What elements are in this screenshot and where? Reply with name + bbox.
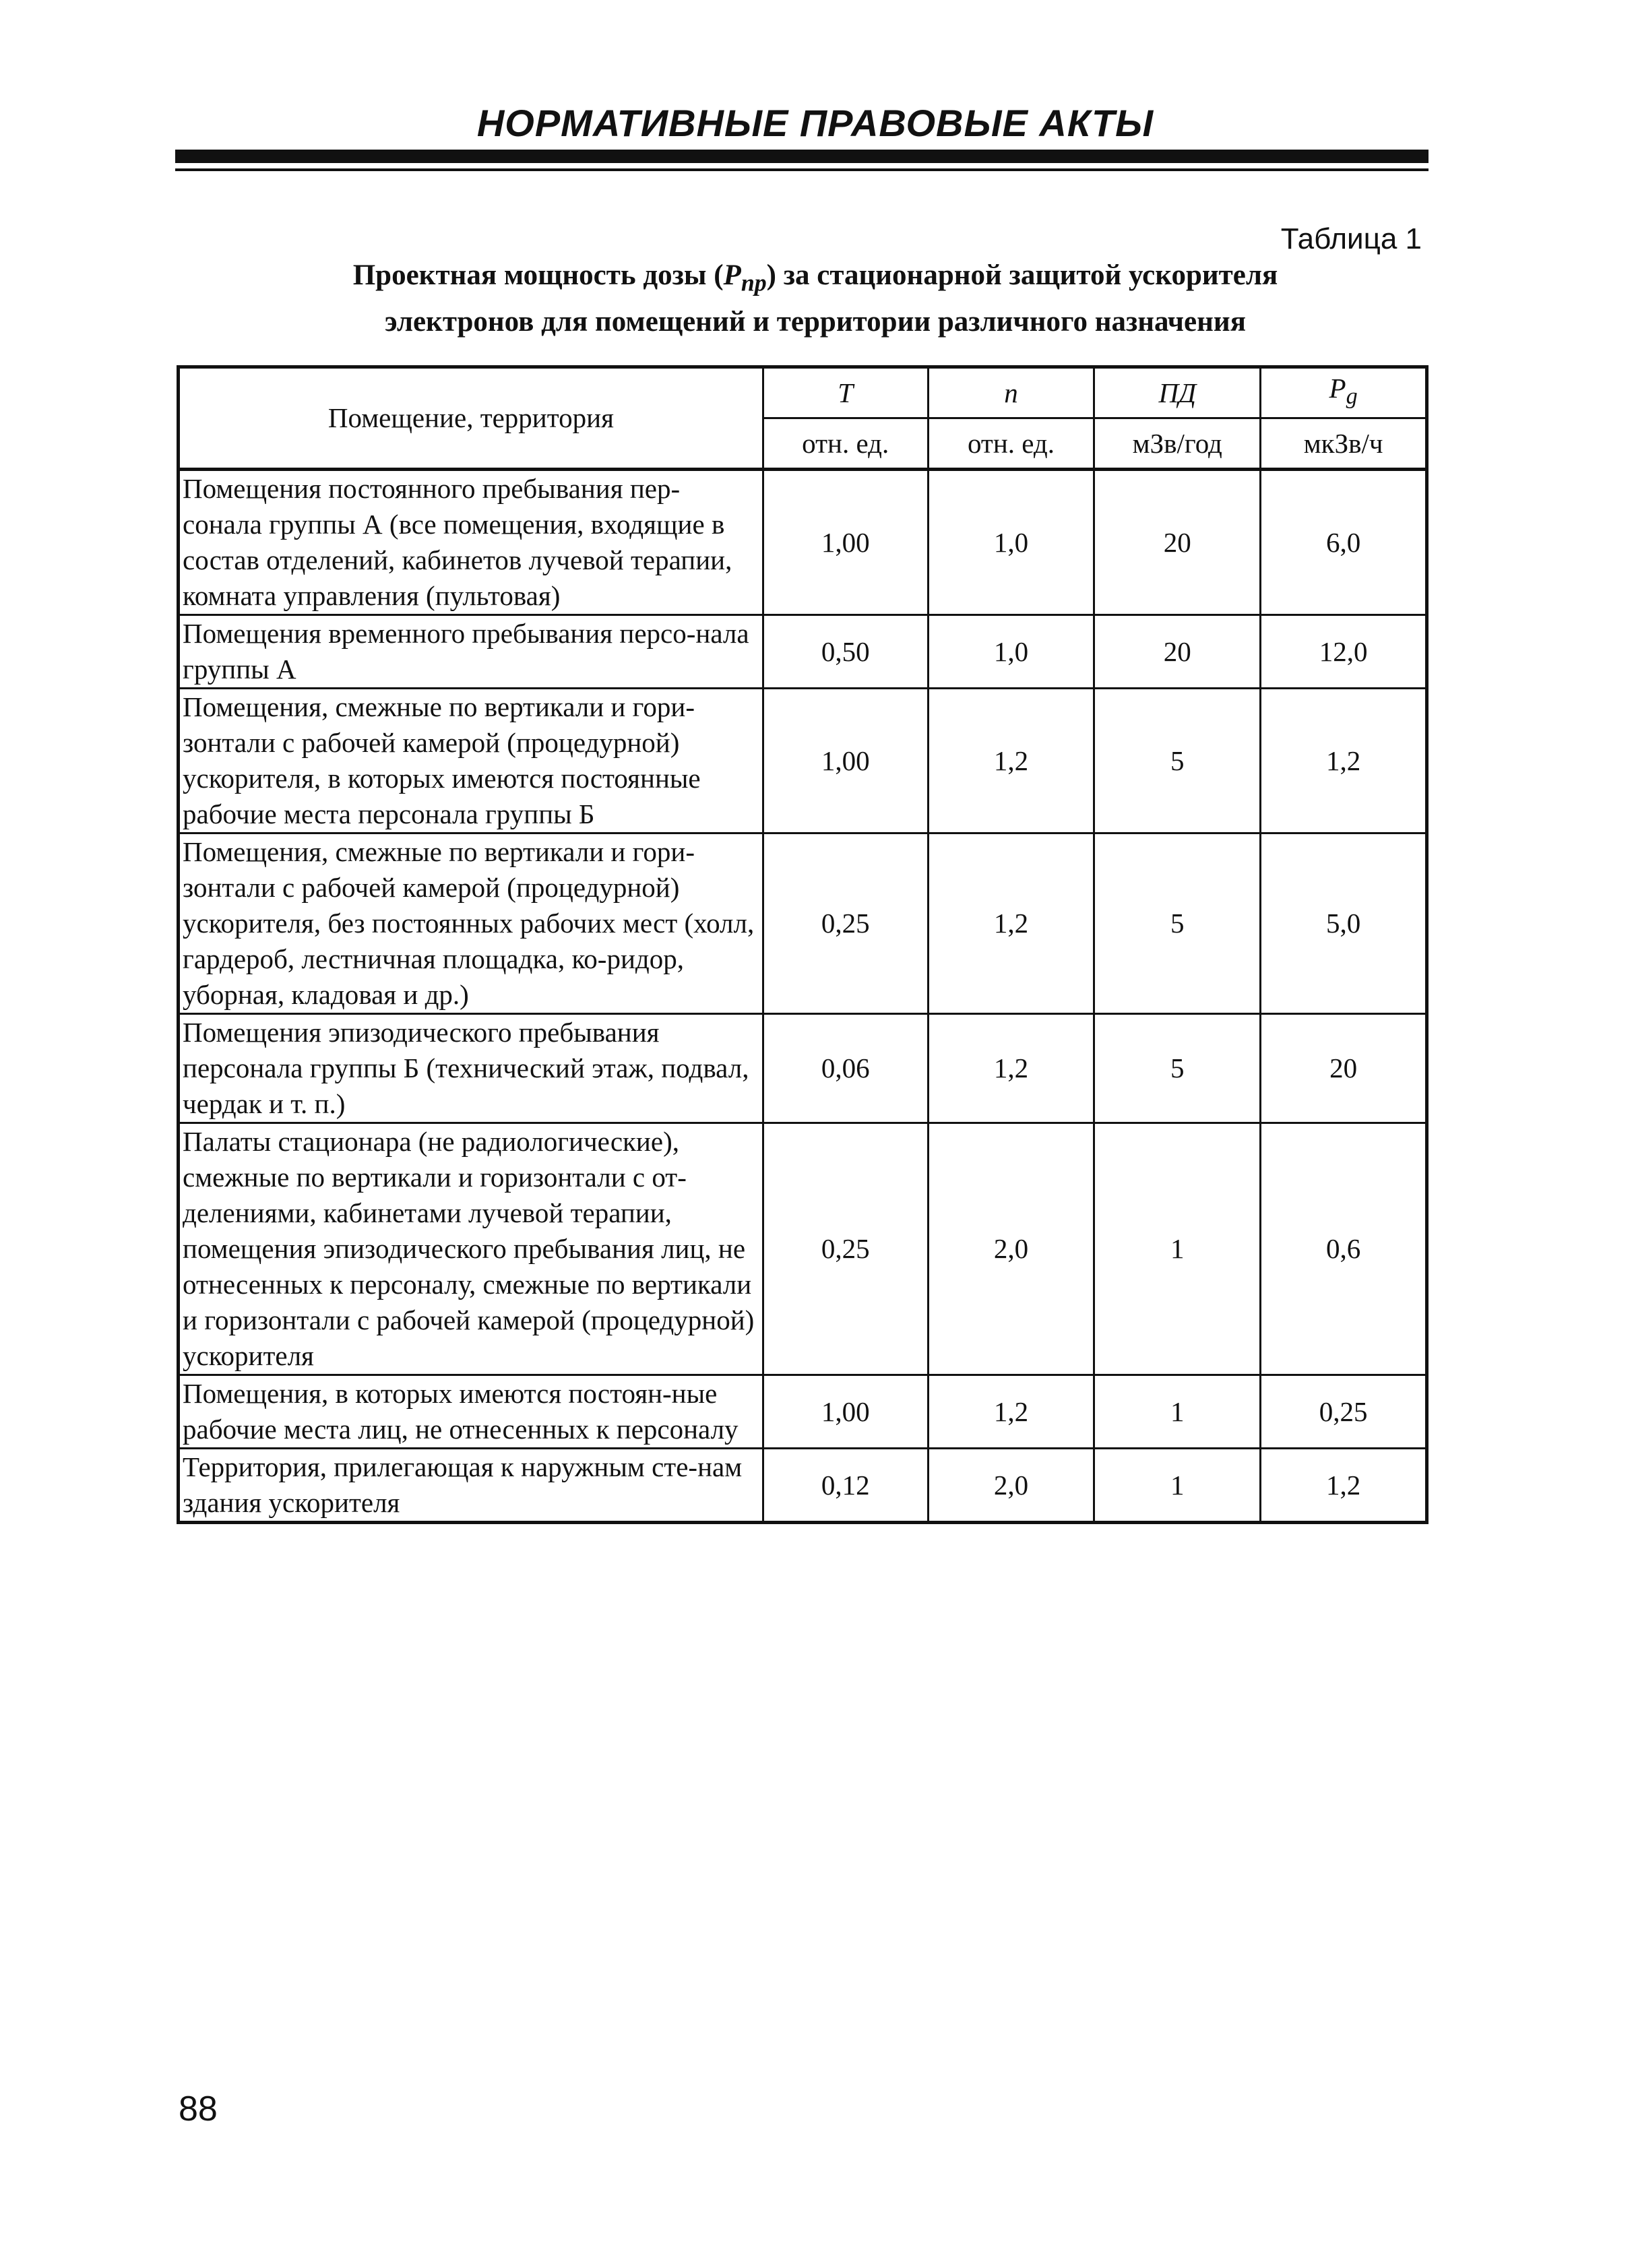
- column-header-n: n: [928, 367, 1094, 418]
- cell-T: 0,25: [763, 833, 928, 1014]
- table-row: [179, 1123, 1427, 1375]
- cell-Pg: 5,0: [1261, 833, 1427, 1014]
- caption-text-end: ) за стационарной защитой ускорителя: [766, 259, 1278, 291]
- cell-Pg: 0,25: [1261, 1375, 1427, 1449]
- unit-Pg: мкЗв/ч: [1261, 418, 1427, 470]
- row-description: Помещения временного пребывания персо-нала группы А: [179, 615, 763, 689]
- dose-rate-table: [177, 365, 1429, 1524]
- table-number: Таблица 1: [1280, 222, 1422, 255]
- cell-n: 1,0: [928, 615, 1094, 689]
- cell-T: 0,50: [763, 615, 928, 689]
- row-description: Помещения, в которых имеются постоян-ные рабочие места лиц, не отнесенных к персоналу: [179, 1375, 763, 1449]
- cell-Pg: 6,0: [1261, 470, 1427, 615]
- caption-symbol-main: P: [723, 259, 741, 291]
- cell-n: 1,2: [928, 689, 1094, 833]
- header-row-symbols: [179, 367, 1427, 418]
- column-header-room: Помещение, территория: [179, 367, 763, 470]
- column-header-Pg-main: P: [1329, 373, 1346, 404]
- unit-T: отн. ед.: [763, 418, 928, 470]
- cell-Pg: 1,2: [1261, 1449, 1427, 1523]
- cell-n: 1,2: [928, 1014, 1094, 1123]
- row-description: Помещения постоянного пребывания пер-сонала группы А (все помещения, входящие в состав отделений, кабинетов лучевой терапии, комната управления (пультовая): [179, 470, 763, 615]
- table-row: [179, 833, 1427, 1014]
- cell-n: 1,2: [928, 833, 1094, 1014]
- column-header-PD: ПД: [1094, 367, 1261, 418]
- table-row: [179, 1449, 1427, 1523]
- row-description: Помещения эпизодического пребывания персонала группы Б (технический этаж, подвал, чердак и т. п.): [179, 1014, 763, 1123]
- row-description: Помещения, смежные по вертикали и гори-зонтали с рабочей камерой (процедурной) ускорителя, в которых имеются постоянные рабочие места персонала группы Б: [179, 689, 763, 833]
- cell-T: 1,00: [763, 1375, 928, 1449]
- column-header-Pg: [1261, 367, 1427, 418]
- row-description: Помещения, смежные по вертикали и гори-зонтали с рабочей камерой (процедурной) ускорителя, без постоянных рабочих мест (холл, гардероб, лестничная площадка, ко-ридор, уборная, кладовая и др.): [179, 833, 763, 1014]
- cell-Pg: 1,2: [1261, 689, 1427, 833]
- cell-n: 2,0: [928, 1123, 1094, 1375]
- caption-symbol: [723, 259, 767, 296]
- cell-T: 0,06: [763, 1014, 928, 1123]
- cell-PD: 5: [1094, 1014, 1261, 1123]
- table-row: [179, 689, 1427, 833]
- header-rule-thin: [175, 168, 1429, 171]
- row-description: Территория, прилегающая к наружным сте-нам здания ускорителя: [179, 1449, 763, 1523]
- table-caption: [202, 256, 1429, 342]
- cell-PD: 1: [1094, 1449, 1261, 1523]
- row-description: Палаты стационара (не радиологические), смежные по вертикали и горизонтали с от-делениями, кабинетами лучевой терапии, помещения эпизодического пребывания лиц, не отнесенных к персоналу, смежные по вертикали и горизонтали с рабочей камерой (процедурной) ускорителя: [179, 1123, 763, 1375]
- cell-PD: 20: [1094, 470, 1261, 615]
- cell-PD: 5: [1094, 833, 1261, 1014]
- unit-n: отн. ед.: [928, 418, 1094, 470]
- cell-n: 2,0: [928, 1449, 1094, 1523]
- cell-T: 1,00: [763, 470, 928, 615]
- table-row: [179, 615, 1427, 689]
- cell-PD: 20: [1094, 615, 1261, 689]
- cell-T: 0,12: [763, 1449, 928, 1523]
- cell-PD: 1: [1094, 1123, 1261, 1375]
- table-row: [179, 1014, 1427, 1123]
- caption-symbol-sub: пр: [741, 269, 767, 296]
- cell-PD: 1: [1094, 1375, 1261, 1449]
- column-header-T: T: [763, 367, 928, 418]
- unit-PD: мЗв/год: [1094, 418, 1261, 470]
- cell-n: 1,2: [928, 1375, 1094, 1449]
- page-header-title: НОРМАТИВНЫЕ ПРАВОВЫЕ АКТЫ: [476, 102, 1154, 144]
- caption-line-2: электронов для помещений и территории различного назначения: [385, 305, 1246, 338]
- cell-Pg: 12,0: [1261, 615, 1427, 689]
- header-rule-thick: [175, 150, 1429, 163]
- cell-T: 1,00: [763, 689, 928, 833]
- cell-T: 0,25: [763, 1123, 928, 1375]
- table-row: [179, 470, 1427, 615]
- table-row: [179, 1375, 1427, 1449]
- cell-n: 1,0: [928, 470, 1094, 615]
- cell-Pg: 0,6: [1261, 1123, 1427, 1375]
- column-header-Pg-sub: g: [1346, 384, 1358, 410]
- caption-text-start: Проектная мощность дозы (: [352, 259, 724, 291]
- page-number: 88: [179, 2089, 218, 2129]
- cell-PD: 5: [1094, 689, 1261, 833]
- cell-Pg: 20: [1261, 1014, 1427, 1123]
